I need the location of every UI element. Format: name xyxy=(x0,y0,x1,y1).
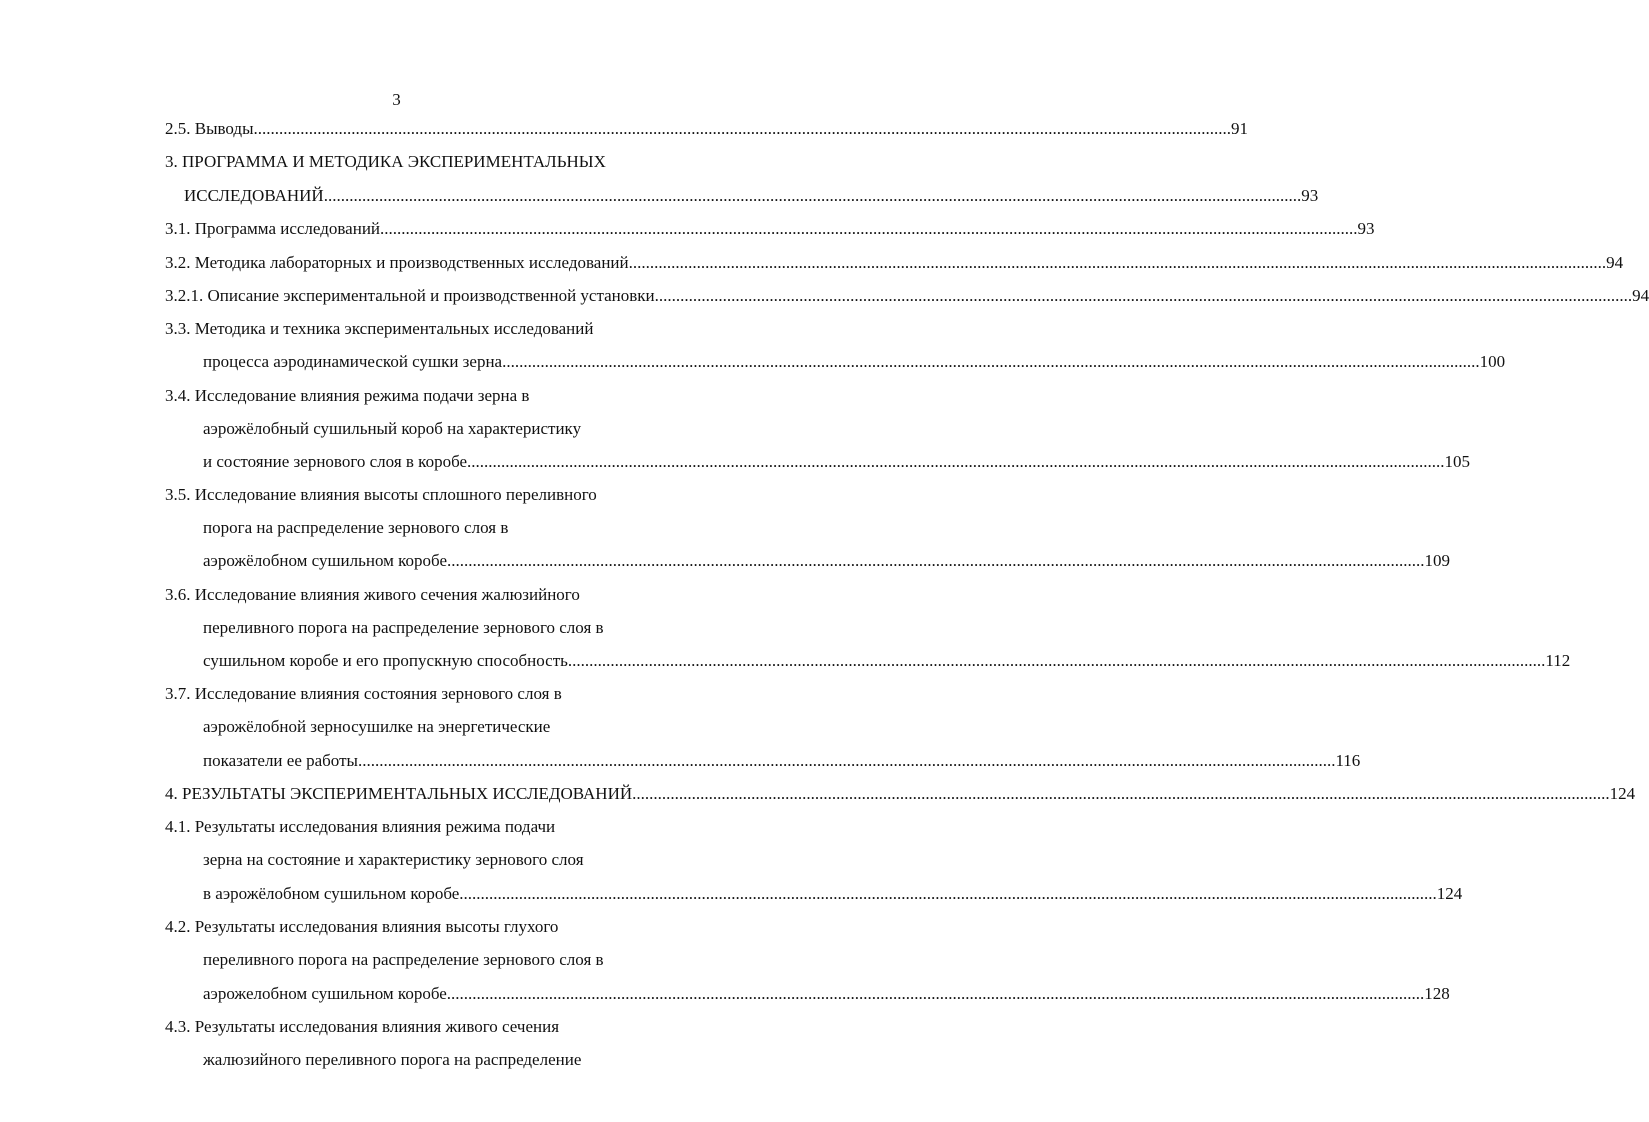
toc-entry-title: 3.2. Методика лабораторных и производственных исследований xyxy=(165,253,629,272)
toc-entry-title: 3.5. Исследование влияния высоты сплошного переливного xyxy=(165,485,597,504)
toc-entry xyxy=(165,916,558,938)
toc-entry-title: аэрожелобном сушильном коробе xyxy=(203,984,447,1003)
toc-entry xyxy=(203,883,1463,905)
dot-leader: ...................................................................................................................................................................................................................................... xyxy=(654,286,1633,305)
toc-entry xyxy=(184,185,1319,207)
toc-entry xyxy=(203,451,1471,473)
toc-entry xyxy=(165,584,580,606)
toc-entry xyxy=(165,385,529,407)
toc-entry xyxy=(203,418,581,440)
toc-entry-title: 2.5. Выводы xyxy=(165,119,254,138)
page-number: 3 xyxy=(392,90,401,109)
toc-entry-title: 3.3. Методика и техника экспериментальных исследований xyxy=(165,319,594,338)
toc-entry xyxy=(203,650,1571,672)
toc-entry xyxy=(203,849,584,871)
toc-entry-title: 4.3. Результаты исследования влияния живого сечения xyxy=(165,1017,560,1036)
toc-entry-title: зерна на состояние и характеристику зернового слоя xyxy=(203,850,584,869)
toc-entry-title: 4.1. Результаты исследования влияния режима подачи xyxy=(165,817,556,836)
toc-entry-title: переливного порога на распределение зернового слоя в xyxy=(203,950,604,969)
toc-entry-page: 94 xyxy=(1632,286,1649,305)
toc-entry-title: 3. ПРОГРАММА И МЕТОДИКА ЭКСПЕРИМЕНТАЛЬНЫХ xyxy=(165,152,606,171)
toc-entry-page: 105 xyxy=(1444,452,1471,471)
dot-leader: ...................................................................................................................................................................................................................................... xyxy=(380,219,1358,238)
dot-leader: ...................................................................................................................................................................................................................................... xyxy=(459,884,1437,903)
toc-entry-title: и состояние зернового слоя в коробе xyxy=(203,452,468,471)
toc-entry xyxy=(203,617,604,639)
toc-entry-title: показатели ее работы xyxy=(203,751,358,770)
toc-entry-title: жалюзийного переливного порога на распределение xyxy=(203,1050,582,1069)
toc-entry xyxy=(203,1049,581,1071)
toc-entry-page: 93 xyxy=(1357,219,1375,238)
toc-entry-page: 100 xyxy=(1479,352,1506,371)
toc-entry xyxy=(203,983,1450,1005)
toc-entry-page: 93 xyxy=(1301,186,1319,205)
toc-entry xyxy=(165,683,562,705)
toc-entry xyxy=(165,252,1624,274)
toc-entry-title: аэрожёлобном сушильном коробе xyxy=(203,551,448,570)
dot-leader: ...................................................................................................................................................................................................................................... xyxy=(567,651,1546,670)
toc-entry-title: 3.4. Исследование влияния режима подачи зерна в xyxy=(165,386,530,405)
dot-leader: ...................................................................................................................................................................................................................................... xyxy=(467,452,1445,471)
dot-leader: ...................................................................................................................................................................................................................................... xyxy=(323,186,1302,205)
toc-entry xyxy=(203,517,508,539)
toc-entry-page: 116 xyxy=(1335,751,1361,770)
toc-entry xyxy=(165,783,1636,805)
toc-entry xyxy=(165,816,555,838)
toc-entry xyxy=(165,1016,559,1038)
toc-entry xyxy=(165,285,1649,307)
toc-entry-title: 4. РЕЗУЛЬТАТЫ ЭКСПЕРИМЕНТАЛЬНЫХ ИССЛЕДОВАНИЙ xyxy=(165,784,633,803)
toc-entry-title: переливного порога на распределение зернового слоя в xyxy=(203,618,604,637)
dot-leader: ...................................................................................................................................................................................................................................... xyxy=(628,253,1607,272)
toc-entry xyxy=(165,484,597,506)
toc-entry-title: 3.2.1. Описание экспериментальной и производственной установки xyxy=(165,286,655,305)
toc-entry xyxy=(165,151,606,173)
dot-leader: ...................................................................................................................................................................................................................................... xyxy=(502,352,1480,371)
toc-entry-title: 4.2. Результаты исследования влияния высоты глухого xyxy=(165,917,559,936)
toc-entry xyxy=(203,716,550,738)
toc-entry-page: 124 xyxy=(1609,784,1636,803)
toc-entry xyxy=(203,949,604,971)
toc-entry-title: в аэрожёлобном сушильном коробе xyxy=(203,884,460,903)
toc-entry xyxy=(203,351,1506,373)
toc-entry-title: 3.6. Исследование влияния живого сечения жалюзийного xyxy=(165,585,580,604)
toc-entry-page: 124 xyxy=(1436,884,1463,903)
toc-entry xyxy=(165,318,593,340)
toc-entry-page: 109 xyxy=(1424,551,1451,570)
toc-entry-page: 91 xyxy=(1231,119,1249,138)
toc-entry-title: аэрожёлобный сушильный короб на характеристику xyxy=(203,419,582,438)
toc-entry xyxy=(165,218,1375,240)
toc-entry xyxy=(165,118,1249,140)
toc-entry-title: процесса аэродинамической сушки зерна xyxy=(203,352,503,371)
toc-entry-title: сушильном коробе и его пропускную способность xyxy=(203,651,568,670)
toc-entry-page: 128 xyxy=(1424,984,1450,1003)
toc-entry-title: 3.7. Исследование влияния состояния зернового слоя в xyxy=(165,684,562,703)
dot-leader: ...................................................................................................................................................................................................................................... xyxy=(253,119,1232,138)
toc-entry-title: порога на распределение зернового слоя в xyxy=(203,518,509,537)
toc-entry-page: 112 xyxy=(1545,651,1571,670)
dot-leader: ...................................................................................................................................................................................................................................... xyxy=(632,784,1610,803)
toc-entry-title: 3.1. Программа исследований xyxy=(165,219,381,238)
toc-entry-title: аэрожёлобной зерносушилке на энергетические xyxy=(203,717,551,736)
dot-leader: ...................................................................................................................................................................................................................................... xyxy=(446,984,1425,1003)
dot-leader: ...................................................................................................................................................................................................................................... xyxy=(357,751,1336,770)
dot-leader: ...................................................................................................................................................................................................................................... xyxy=(447,551,1425,570)
toc-entry-page: 94 xyxy=(1606,253,1624,272)
toc-entry xyxy=(203,750,1361,772)
toc-entry-title: ИССЛЕДОВАНИЙ xyxy=(184,186,324,205)
toc-entry xyxy=(203,550,1451,572)
